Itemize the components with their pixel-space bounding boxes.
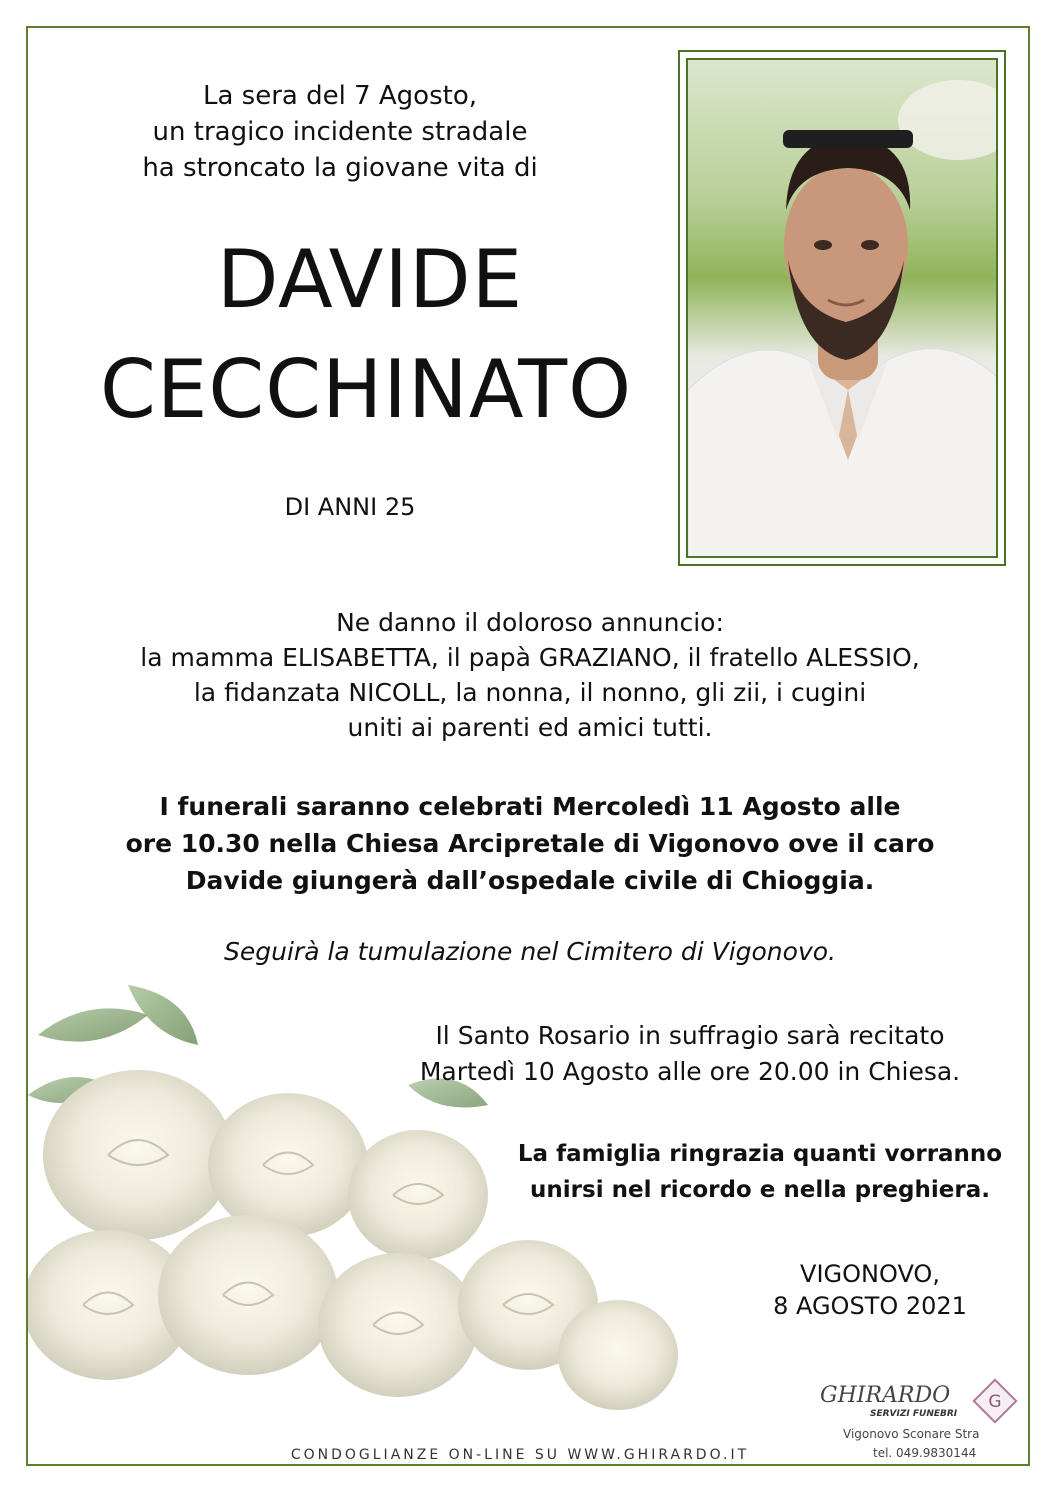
portrait-photo — [686, 58, 998, 558]
family-thanks — [470, 1136, 1050, 1208]
funeral-line: Davide giungerà dall’ospedale civile di Chioggia. — [185, 866, 875, 895]
announcement-line: la mamma ELISABETTA, il papà GRAZIANO, il fratello ALESSIO, — [140, 643, 920, 672]
thanks-line: unirsi nel ricordo e nella preghiera. — [530, 1177, 990, 1203]
place: VIGONOVO, — [800, 1260, 940, 1288]
announcement-line: uniti ai parenti ed amici tutti. — [347, 713, 713, 742]
funeral-details — [80, 788, 980, 899]
rosary-notice — [380, 1018, 1000, 1090]
burial-notice: Seguirà la tumulazione nel Cimitero di Vigonovo. — [224, 937, 836, 966]
portrait-illustration — [688, 60, 998, 558]
funeral-home-phone: tel. 049.9830144 — [873, 1446, 977, 1460]
funeral-line: I funerali saranno celebrati Mercoledì 11 Agosto alle — [159, 792, 901, 821]
announcement-line: Ne danno il doloroso annuncio: — [336, 608, 724, 637]
rosary-line: Martedì 10 Agosto alle ore 20.00 in Chiesa. — [419, 1057, 961, 1086]
portrait-frame — [678, 50, 1006, 566]
funeral-home-name: GHIRARDO — [820, 1383, 951, 1408]
thanks-line: La famiglia ringrazia quanti vorranno — [517, 1141, 1003, 1167]
deceased-first-name: DAVIDE — [216, 233, 524, 326]
intro-text — [100, 78, 580, 186]
funeral-home-subtitle: SERVIZI FUNEBRI — [870, 1409, 958, 1419]
rosary-line: Il Santo Rosario in suffragio sarà recitato — [435, 1021, 945, 1050]
announcement-line: la fidanzata NICOLL, la nonna, il nonno, gli zii, i cugini — [193, 678, 867, 707]
intro-line: un tragico incidente stradale — [152, 117, 528, 147]
place-and-date — [760, 1258, 980, 1322]
condolences-link[interactable]: CONDOGLIANZE ON-LINE SU WWW.GHIRARDO.IT — [290, 1447, 750, 1463]
deceased-last-name: CECCHINATO — [100, 343, 633, 436]
logo-letter: G — [988, 1392, 1002, 1412]
funeral-home-cities: Vigonovo Sconare Stra — [843, 1427, 980, 1441]
date: 8 AGOSTO 2021 — [773, 1292, 967, 1320]
funeral-home-logo-icon — [970, 1376, 1020, 1426]
deceased-age: DI ANNI 25 — [284, 493, 416, 521]
intro-line: La sera del 7 Agosto, — [202, 81, 477, 111]
intro-line: ha stroncato la giovane vita di — [142, 153, 538, 183]
announcement — [80, 605, 980, 745]
funeral-line: ore 10.30 nella Chiesa Arcipretale di Vigonovo ove il caro — [125, 829, 935, 858]
